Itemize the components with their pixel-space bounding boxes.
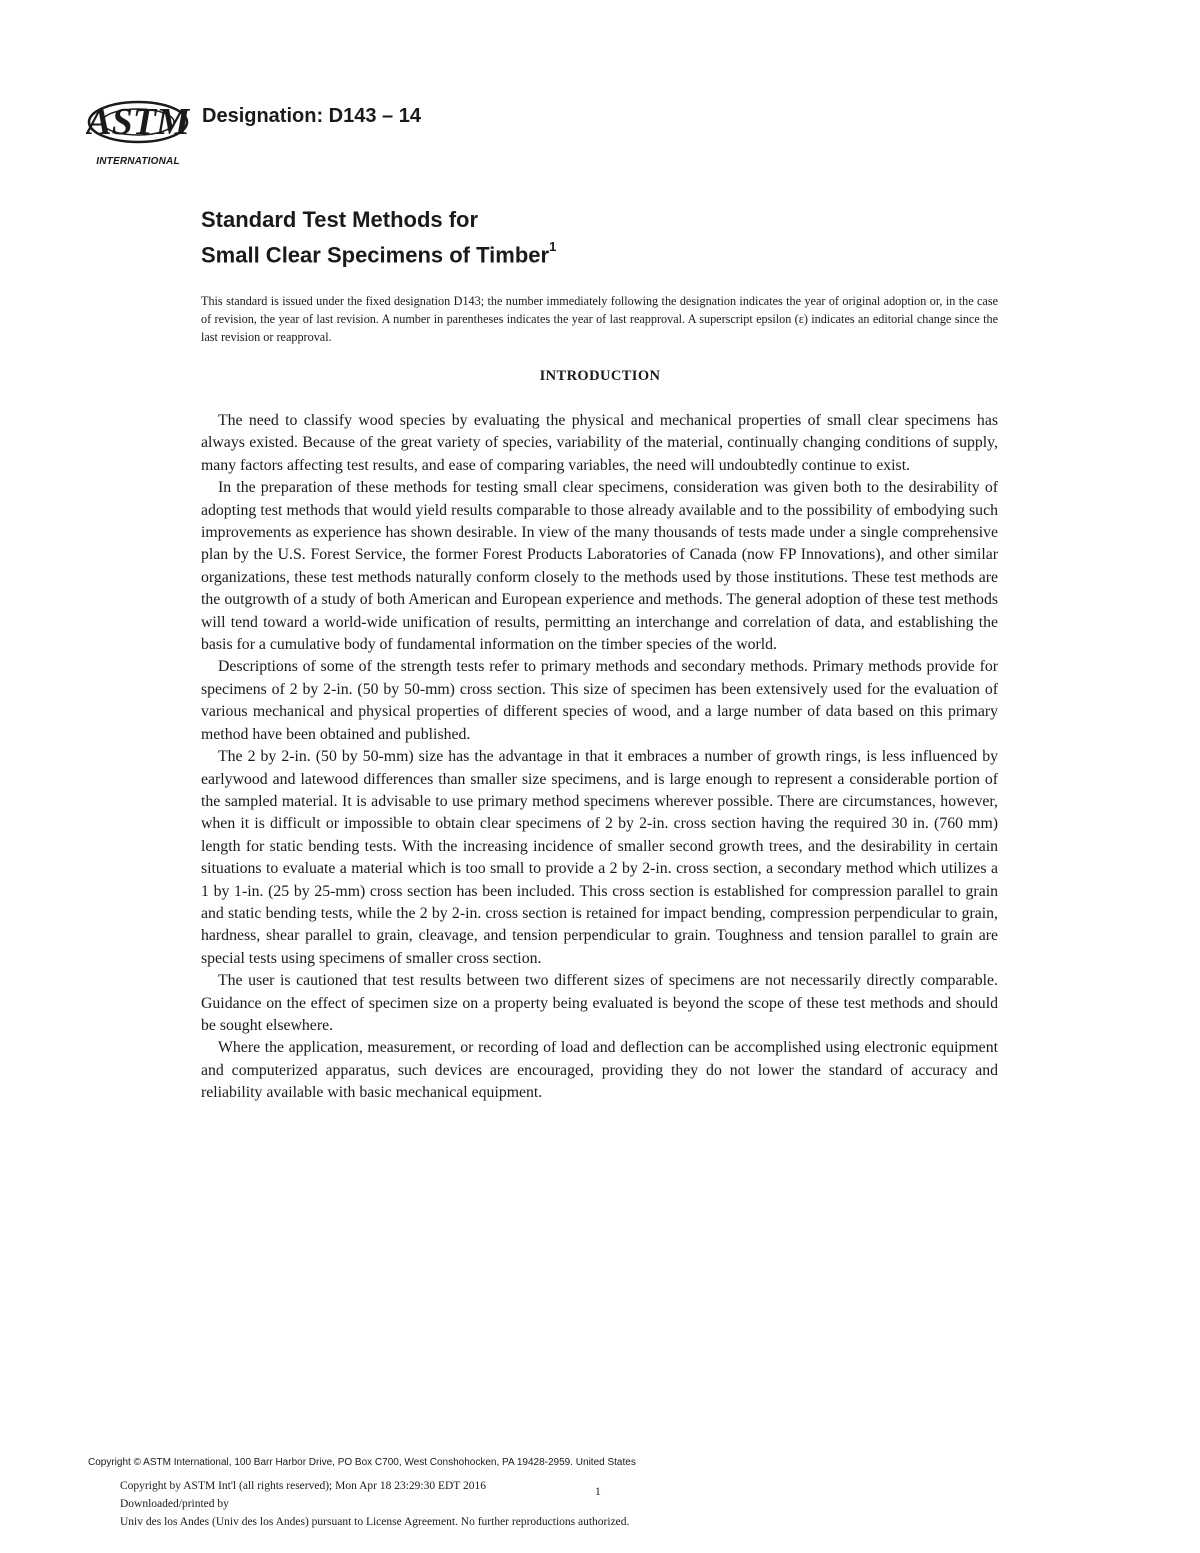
introduction-heading: INTRODUCTION [539, 368, 661, 384]
intro-paragraph: The user is cautioned that test results between two different sizes of specimens are not necessarily directly comparable. Guidance on the effect of specimen size on a property being evaluated is beyond the scope of these test methods and should be sought elsewhere. [201, 972, 998, 1034]
intro-paragraph: Where the application, measurement, or recording of load and deflection can be accomplished using electronic equipment and computerized apparatus, such devices are encouraged, providing they do not lower the standard of accuracy and reliability available with basic mechanical equipment. [201, 1039, 998, 1102]
page-number: 1 [595, 1486, 601, 1498]
footer-line-3: Univ des los Andes (Univ des los Andes) pursuant to License Agreement. No further reproductions authorized. [120, 1516, 630, 1528]
designation: Designation: D143 – 14 [202, 105, 421, 127]
astm-logo-icon [86, 82, 190, 162]
intro-paragraph: The need to classify wood species by evaluating the physical and mechanical properties of small clear specimens has always existed. Because of the great variety of species, variability of the material, continually changing conditions of supply, many factors affecting test results, and ease of comparing variables, the need will undoubtedly continue to exist. [201, 412, 998, 474]
title-line-1: Standard Test Methods for [201, 207, 479, 232]
intro-paragraph: In the preparation of these methods for testing small clear specimens, consideration was given both to the desirability of adopting test methods that would yield results comparable to those already available and to the possibility of embodying such improvements as experience has shown desirable. In view of the many thousands of tests made under a single comprehensive plan by the U.S. Forest Service, the former Forest Products Laboratories of Canada (now FP Innovations), and other similar organizations, these test methods naturally conform closely to the methods used by those institutions. These test methods are the outgrowth of a study of both American and European experience and methods. The general adoption of these test methods will tend toward a world-wide unification of results, permitting an interchange and correlation of data, and establishing the basis for a cumulative body of fundamental information on the timber species of the world. [201, 479, 998, 654]
title-footnote-mark: 1 [549, 239, 557, 254]
title-line-2 [201, 235, 556, 270]
logo-letters: ASTM [86, 101, 190, 143]
astm-logo [86, 82, 190, 172]
document-title [201, 205, 556, 270]
footer-license [120, 1477, 629, 1531]
footer-line-1: Copyright by ASTM Int'l (all rights reserved); Mon Apr 18 23:29:30 EDT 2016 [120, 1480, 487, 1492]
logo-caption: INTERNATIONAL [96, 156, 180, 167]
intro-paragraph: Descriptions of some of the strength tests refer to primary methods and secondary methods. Primary methods provide for specimens of 2 by 2-in. (50 by 50-mm) cross section. This size of specimen has been extensively used for the evaluation of various mechanical and physical properties of different species of wood, and a large number of data based on this primary method have been obtained and published. [201, 658, 998, 743]
introduction-body [201, 410, 998, 1105]
issuance-notice: This standard is issued under the fixed designation D143; the number immediately following the designation indicates the year of original adoption or, in the case of revision, the year of last revision. A number in parentheses indicates the year of last reapproval. A superscript epsilon (ε) indicates an editorial change since the last revision or reapproval. [201, 294, 998, 344]
intro-paragraph: The 2 by 2-in. (50 by 50-mm) size has the advantage in that it embraces a number of growth rings, is less influenced by earlywood and latewood differences than smaller size specimens, and is large enough to represent a considerable portion of the sampled material. It is advisable to use primary method specimens wherever possible. There are circumstances, however, when it is difficult or impossible to obtain clear specimens of 2 by 2-in. cross section having the required 30 in. (760 mm) length for static bending tests. With the increasing incidence of smaller second growth trees, and the desirability in certain situations to evaluate a material which is too small to provide a 2 by 2-in. cross section, a secondary method which utilizes a 1 by 1-in. (25 by 25-mm) cross section has been included. This cross section is established for compression parallel to grain and static bending tests, while the 2 by 2-in. cross section is retained for impact bending, compression perpendicular to grain, hardness, shear parallel to grain, cleavage, and tension perpendicular to grain. Toughness and tension parallel to grain are special tests using specimens of smaller cross section. [201, 748, 998, 967]
footer-copyright: Copyright © ASTM International, 100 Barr Harbor Drive, PO Box C700, West Conshohocken, PA 19428-2959. United States [88, 1457, 636, 1468]
footer-line-2: Downloaded/printed by [120, 1498, 229, 1510]
title-line-2-text: Small Clear Specimens of Timber [201, 242, 550, 268]
